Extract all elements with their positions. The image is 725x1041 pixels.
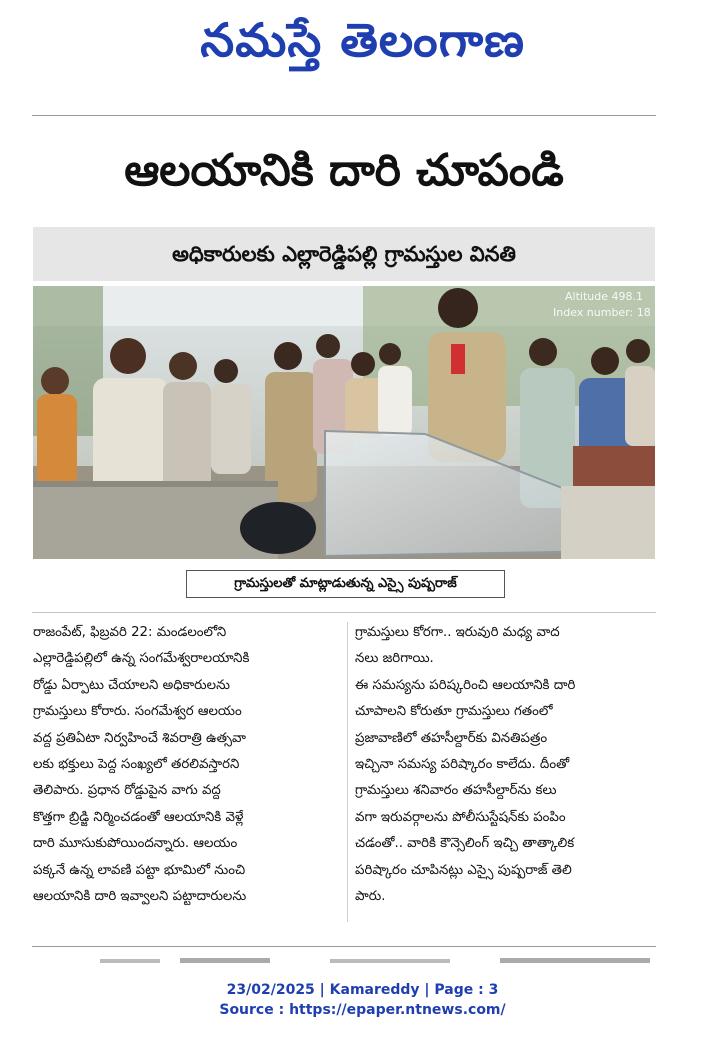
photo-overlay-altitude: Altitude 498.1 [565, 290, 643, 303]
article-column-right [355, 620, 655, 910]
newspaper-logo: నమస్తే తెలంగాణ [200, 13, 525, 67]
photo-overlay-index: Index number: 18 [553, 306, 651, 319]
article-body-right: గ్రామస్తులు కోరగా.. ఇరువురి మధ్య వాద నలు జరిగాయి. ఈ సమస్యను పరిష్కరించి ఆలయానికి దారి చూపాలని కోరుతూ గ్రామస్తులు గతంలో ప్రజావాణిలో తహసీల్దార్‌కు వినతిపత్రం ఇచ్చినా సమస్య పరిష్కారం కాలేదు. దీంతో గ్రామస్తులు శనివారం తహసీల్దార్‌ను కలు వగా ఇరువర్గాలను పోలీసుస్టేషన్‌కు పంపిం చడంతో.. వారికి కౌన్సెలింగ్ ఇచ్చి తాత్కాలిక పరిష్కారం చూపినట్లు ఎస్సై పుష్పరాజ్ తెలి పారు. [355, 625, 576, 905]
page-footer [0, 980, 725, 1020]
top-divider [32, 115, 656, 116]
bottom-divider [32, 946, 656, 947]
cropped-next-article-strip [100, 952, 656, 964]
photo-caption: గ్రామస్తులతో మాట్లాడుతున్న ఎస్సై పుష్పరాజ్ [186, 570, 505, 598]
article-body-left: రాజంపేట్, ఫిబ్రవరి 22: మండలంలోని ఎల్లారెడ్డిపల్లిలో ఉన్న సంగమేశ్వరాలయానికి రోడ్డు ఏర్పాటు చేయాలని అధికారులను గ్రామస్తులు కోరారు. సంగమేశ్వర ఆలయం వద్ద ప్రతిఏటా నిర్వహించే శివరాత్రి ఉత్సవా లకు భక్తులు పెద్ద సంఖ్యలో తరలివస్తారని తెలిపారు. ప్రధాన రోడ్డుపైన వాగు వద్ద కొత్తగా బ్రిడ్జి నిర్మించడంతో ఆలయానికి వెళ్లే దారి మూసుకుపోయిందన్నారు. ఆలయం పక్కనే ఉన్న లావణి పట్టా భూమిలో నుంచి ఆలయానికి దారి ఇవ్వాలని పట్టాదారులను [33, 625, 250, 905]
footer-source-link[interactable]: Source : https://epaper.ntnews.com/ [219, 1002, 506, 1018]
article-column-left [33, 620, 341, 910]
masthead [0, 0, 725, 80]
article-photo [33, 286, 655, 559]
columns-top-divider [32, 612, 656, 613]
article-subheadline: అధికారులకు ఎల్లారెడ్డిపల్లి గ్రామస్తుల వినతి [33, 227, 655, 281]
footer-date-edition: 23/02/2025 | Kamareddy | Page : 3 [226, 982, 499, 998]
article-headline: ఆలయానికి దారి చూపండి [124, 145, 564, 196]
column-divider [347, 622, 348, 922]
